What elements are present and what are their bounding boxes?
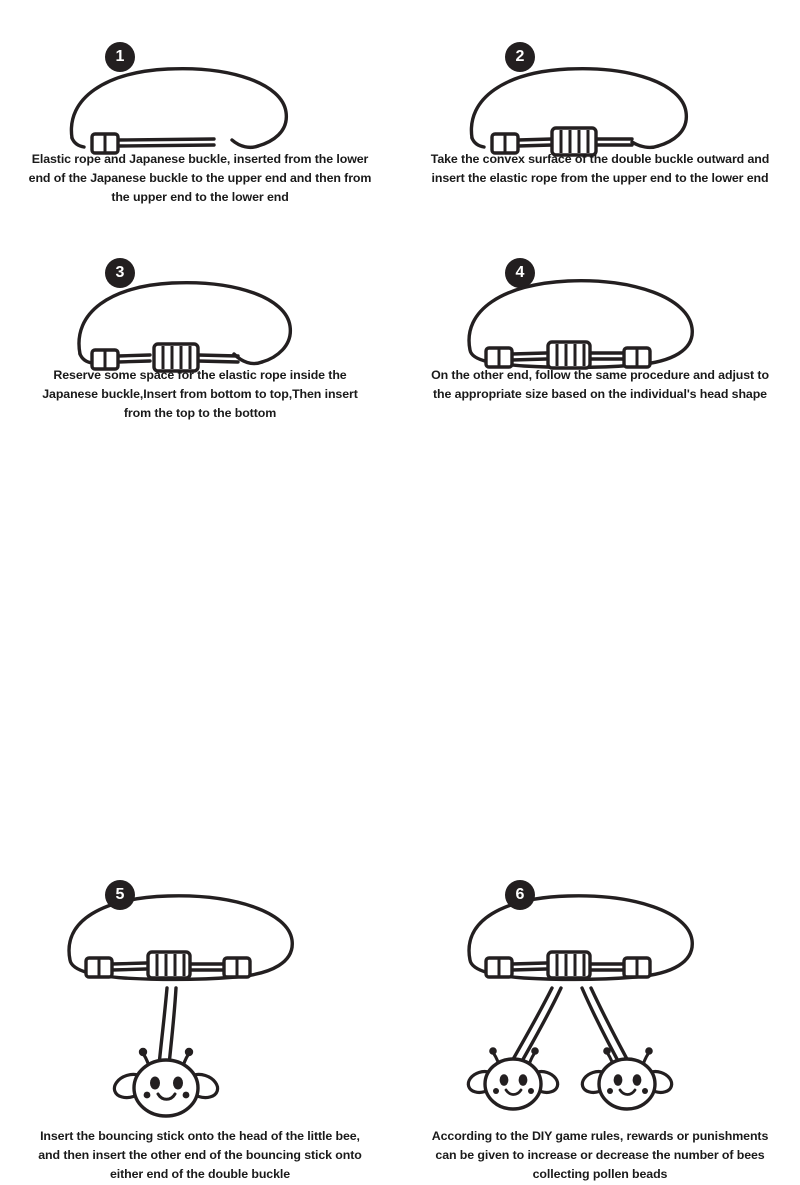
step-panel-2 [400, 0, 800, 216]
step-panel-6 [400, 432, 800, 1182]
step-illustration-4 [400, 266, 800, 366]
step-illustration-3 [0, 266, 400, 366]
step-panel-1 [0, 0, 400, 216]
step-panel-5 [0, 432, 400, 1182]
step-number-badge: 4 [505, 258, 535, 288]
step-number-badge: 2 [505, 42, 535, 72]
step-illustration-1 [0, 50, 400, 150]
step-illustration-6 [400, 892, 800, 1122]
step-panel-4 [400, 216, 800, 432]
bee-figure [111, 1048, 220, 1116]
step-caption-5: Insert the bouncing stick onto the head of the little bee, and then insert the other end of the bouncing stick onto either end of the double buckle [38, 1129, 362, 1182]
step-caption-4: On the other end, follow the same procedure and adjust to the appropriate size based on the individual's head shape [431, 368, 769, 402]
step-number-badge: 1 [105, 42, 135, 72]
double-buckle [148, 952, 190, 978]
double-buckle [548, 952, 590, 978]
step-number-badge: 5 [105, 880, 135, 910]
step-caption-6: According to the DIY game rules, rewards or punishments can be given to increase or decrease the number of bees collecting pollen beads [431, 1129, 769, 1182]
japanese-buckle-left [486, 348, 512, 367]
step-caption-1: Elastic rope and Japanese buckle, inserted from the lower end of the Japanese buckle to the upper end and then from the upper end to the lower end [28, 152, 372, 205]
step-number-badge: 3 [105, 258, 135, 288]
japanese-buckle-right [624, 348, 650, 367]
japanese-buckle-right [224, 958, 250, 977]
step-panel-3 [0, 216, 400, 432]
step-number-badge: 6 [505, 880, 535, 910]
japanese-buckle-left [86, 958, 112, 977]
step-caption-2: Take the convex surface of the double buckle outward and insert the elastic rope from the upper end to the lower end [430, 152, 770, 186]
japanese-buckle-right [624, 958, 650, 977]
step-caption-3: Reserve some space for the elastic rope inside the Japanese buckle,Insert from bottom to top,Then insert from the top to the bottom [42, 368, 358, 421]
japanese-buckle-left [486, 958, 512, 977]
double-buckle [548, 342, 590, 368]
step-illustration-2 [400, 50, 800, 150]
step-illustration-5 [0, 892, 400, 1122]
